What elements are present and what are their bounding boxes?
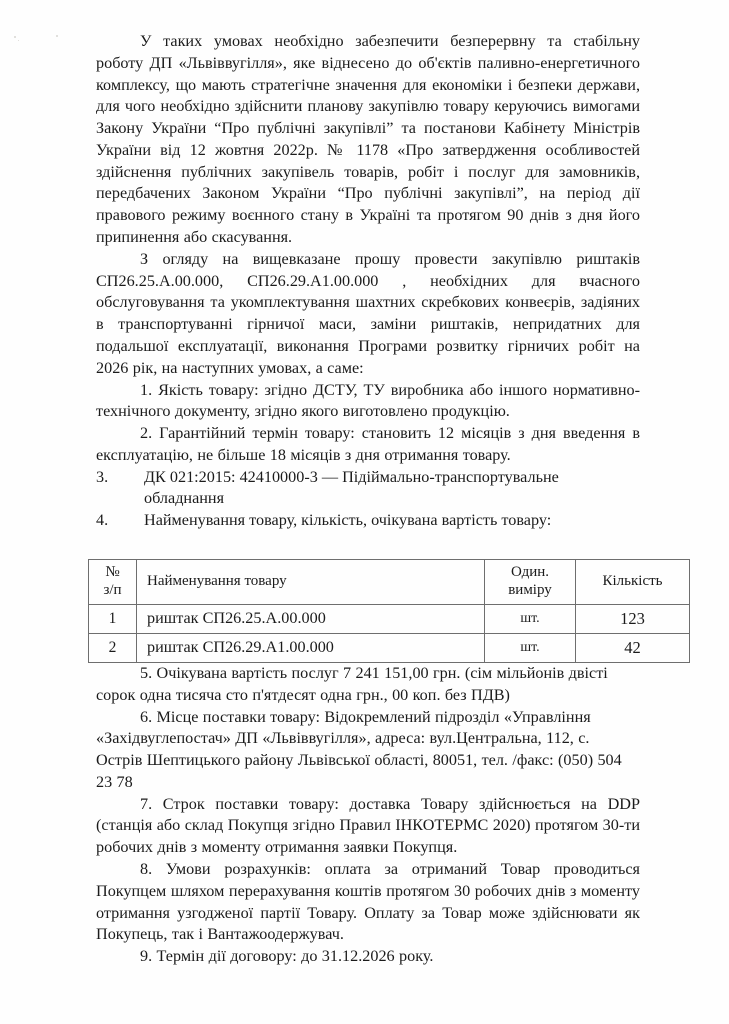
list-item-4-number: 4. — [96, 511, 109, 530]
cell-quantity: 123 — [576, 604, 690, 633]
cell-unit: шт. — [485, 604, 576, 633]
paragraph-request: З огляду на вищевказане прошу провести закупівлю риштаків СП26.25.А.00.000, СП26.29.А1.00.000 , необхідних для вчасного обслуговування та укомплектування шахтних скребкових конвеєрів, задіяних в транспортуванні гірничої маси, заміни риштаків, непридатних для подальшої експлуатації, виконання Програми розвитку гірничих робіт на 2026 рік, на наступних умовах, а саме: — [96, 249, 640, 377]
list-item-1-quality: 1. Якість товару: згідно ДСТУ, ТУ виробника або іншого нормативно-технічного документу, згідно якого виготовлено продукцію. — [96, 380, 640, 421]
scan-artifact-speck — [14, 36, 16, 38]
column-header-index — [89, 559, 137, 604]
cell-name: риштак СП26.25.А.00.000 — [137, 604, 485, 633]
scan-artifact-speck — [18, 40, 19, 41]
list-item-9-contract-term: 9. Термін дії договору: до 31.12.2026 року. — [140, 947, 434, 966]
list-item-5-expected-cost: 5. Очікувана вартість послуг 7 241 151,00 грн. (сім мільйонів двісті сорок одна тисяча сто п'ятдесят одна грн., 00 коп. без ПДВ) — [96, 663, 608, 704]
list-item-3-dk-code — [96, 467, 640, 511]
cell-name: риштак СП26.29.А1.00.000 — [137, 633, 485, 662]
list-item-2-warranty: 2. Гарантійний термін товару: становить 12 місяців з дня введення в експлуатацію, не більше 18 місяців з дня отримання товару. — [96, 424, 640, 464]
cell-unit: шт. — [485, 633, 576, 662]
list-item-4-goods-heading — [96, 510, 640, 532]
goods-table-wrapper — [88, 559, 689, 663]
list-item-3-text: ДК 021:2015: 42410000-3 — Підіймально-транспортувальне обладнання — [144, 467, 559, 508]
list-item-6-delivery-place: 6. Місце поставки товару: Відокремлений підрозділ «Управління «Західвуглепостач» ДП «Львіввугілля», адреса: вул.Центральна, 112, с. Острів Шептицького району Львівської області, 80051, тел. /факс: (050) 504 23 78 — [96, 707, 622, 791]
cell-index: 2 — [89, 633, 137, 662]
column-header-unit-line2: виміру — [508, 581, 552, 598]
list-item-3-number: 3. — [96, 467, 109, 486]
scan-artifact-speck — [56, 35, 58, 37]
cell-index: 1 — [89, 604, 137, 633]
table-row — [89, 633, 690, 662]
list-item-4-text: Найменування товару, кількість, очікувана вартість товару: — [144, 511, 552, 530]
column-header-index-line2: з/п — [103, 581, 122, 598]
column-header-unit-line1: Один. — [510, 564, 550, 581]
table-header-row — [89, 559, 690, 604]
paragraph-intro: У таких умовах необхідно забезпечити безперервну та стабільну роботу ДП «Львіввугілля», яке віднесено до об'єктів паливно-енергетичного комплексу, що мають стратегічне значення для економіки і безпеки держави, для чого необхідно здійснити планову закупівлю товару керуючись вимогами Закону України “Про публічні закупівлі” та постанови Кабінету Міністрів України від 12 жовтня 2022р. № 1178 «Про затвердження особливостей здійснення публічних закупівель товарів, робіт і послуг для замовників, передбачених Законом України “Про публічні закупівлі”, на період дії правового режиму воєнного стану в Україні та протягом 90 днів з дня його припинення або скасування. — [96, 32, 640, 247]
cell-quantity: 42 — [576, 633, 690, 662]
list-item-7-delivery-term: 7. Строк поставки товару: доставка Товару здійснюється на DDP (станція або склад Покупця згідно Правил ІНКОТЕРМС 2020) протягом 30-ти робочих днів з моменту отримання заявки Покупця. — [96, 794, 640, 857]
table-row — [89, 604, 690, 633]
column-header-name: Найменування товару — [137, 559, 485, 604]
column-header-unit — [485, 559, 576, 604]
list-item-8-payment-terms: 8. Умови розрахунків: оплата за отриманий Товар проводиться Покупцем шляхом перерахування коштів протягом 30 робочих днів з моменту отримання узгодженої партії Товару. Оплату за Товар може здійснювати як Покупець, так і Вантажоодержувач. — [96, 860, 640, 944]
document-body — [96, 31, 663, 968]
goods-table — [88, 559, 690, 663]
column-header-quantity: Кількість — [576, 559, 690, 604]
column-header-index-line1: № — [105, 564, 120, 581]
